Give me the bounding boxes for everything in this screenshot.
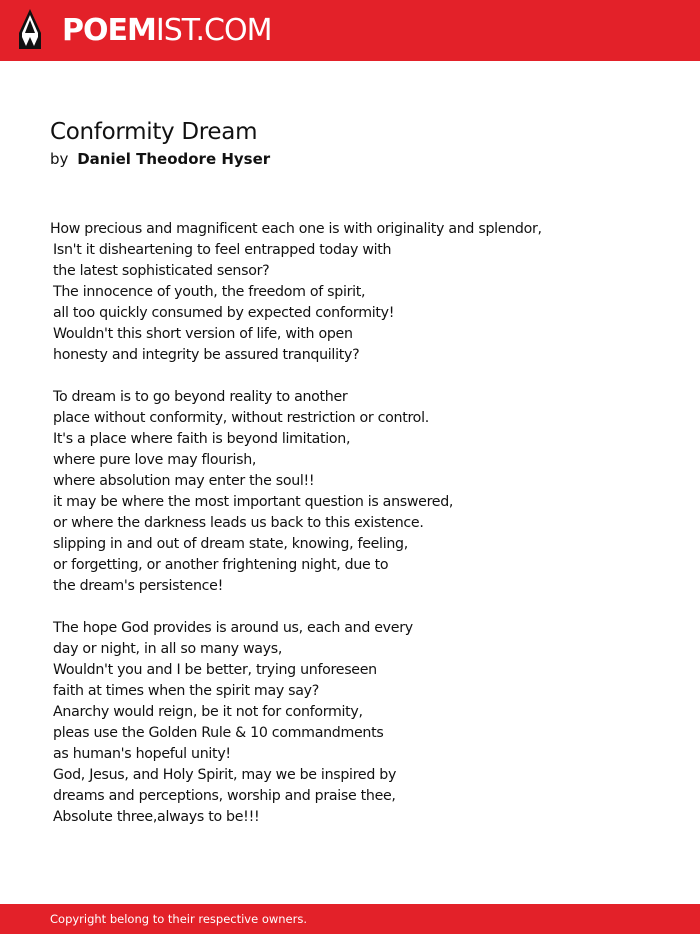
poem-byline — [50, 149, 270, 169]
poem-line: day or night, in all so many ways, — [53, 641, 283, 657]
poem-line: Wouldn't this short version of life, with open — [53, 326, 353, 342]
poem-stanza — [50, 219, 650, 366]
poem-line: or forgetting, or another frightening night, due to — [53, 557, 389, 573]
poem-line: place without conformity, without restriction or control. — [53, 410, 429, 426]
poem-line: The innocence of youth, the freedom of spirit, — [53, 284, 366, 300]
site-logo-text[interactable] — [62, 13, 271, 49]
copyright-text: Copyright belong to their respective owners. — [50, 912, 308, 926]
poem-line: where pure love may flourish, — [53, 452, 257, 468]
poem-line: Anarchy would reign, be it not for conformity, — [53, 704, 363, 720]
poem-line: all too quickly consumed by expected conformity! — [53, 305, 395, 321]
poem-line: the dream's persistence! — [53, 578, 223, 594]
poem-line: dreams and perceptions, worship and praise thee, — [53, 788, 396, 804]
poem-stanza — [50, 618, 650, 828]
poem-line: the latest sophisticated sensor? — [53, 263, 270, 279]
site-footer — [0, 904, 700, 934]
stanza-gap — [50, 366, 650, 387]
pen-nib-icon[interactable] — [17, 9, 43, 51]
poem-line: honesty and integrity be assured tranquility? — [53, 347, 360, 363]
poem-line: How precious and magnificent each one is with originality and splendor, — [50, 221, 542, 237]
brand-rest: IST.COM — [155, 13, 272, 48]
poem-line: as human's hopeful unity! — [53, 746, 231, 762]
poem-body — [50, 219, 650, 828]
poem-line: Isn't it disheartening to feel entrapped today with — [53, 242, 392, 258]
poem-line: or where the darkness leads us back to this existence. — [53, 515, 424, 531]
stanza-gap — [50, 597, 650, 618]
poem-line: Absolute three,always to be!!! — [53, 809, 260, 825]
poem-line: slipping in and out of dream state, knowing, feeling, — [53, 536, 408, 552]
poem-line: To dream is to go beyond reality to another — [53, 389, 348, 405]
poem-stanza — [50, 387, 650, 597]
poem-line: faith at times when the spirit may say? — [53, 683, 319, 699]
poem-title: Conformity Dream — [50, 119, 258, 145]
site-header — [0, 0, 700, 61]
poem-line: God, Jesus, and Holy Spirit, may we be inspired by — [53, 767, 397, 783]
poem-line: where absolution may enter the soul!! — [53, 473, 315, 489]
poem-line: Wouldn't you and I be better, trying unforeseen — [53, 662, 377, 678]
poem-line: pleas use the Golden Rule & 10 commandments — [53, 725, 384, 741]
author-name: Daniel Theodore Hyser — [77, 150, 271, 168]
by-label: by — [50, 150, 69, 168]
poem-line: The hope God provides is around us, each and every — [53, 620, 413, 636]
brand-bold: POEM — [62, 13, 156, 48]
poem-line: It's a place where faith is beyond limitation, — [53, 431, 351, 447]
poem-line: it may be where the most important question is answered, — [53, 494, 454, 510]
